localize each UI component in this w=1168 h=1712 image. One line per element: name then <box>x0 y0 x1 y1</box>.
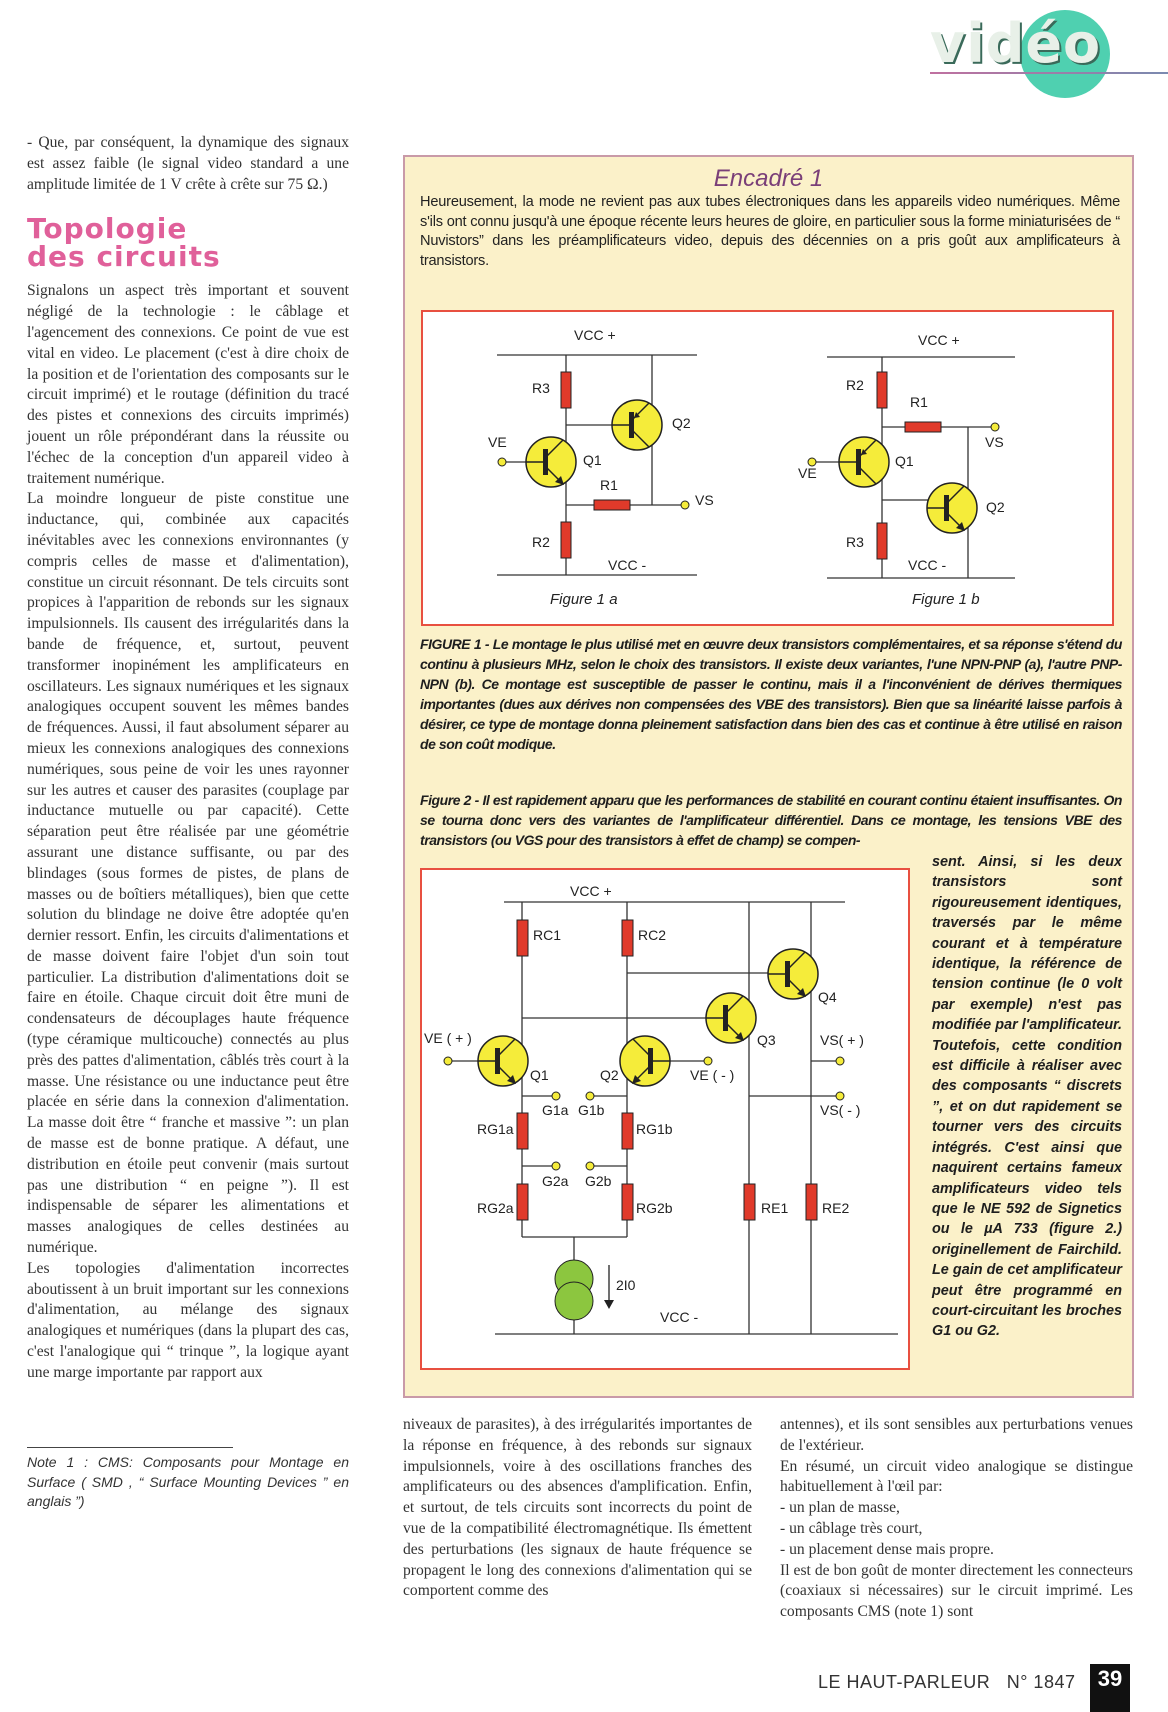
label-q1: Q1 <box>895 453 914 469</box>
heading-line-1: Topologie <box>27 212 188 246</box>
label-g2a: G2a <box>542 1173 569 1189</box>
label-vcc-minus: VCC - <box>908 557 947 573</box>
label-ve-plus: VE ( + ) <box>424 1030 472 1046</box>
resistor-r3 <box>561 372 571 408</box>
label-q3: Q3 <box>757 1032 776 1048</box>
resistor-r1 <box>905 422 941 432</box>
body-paragraph: Signalons un aspect très important et souvent négligé de la technologie : le câblage et l'agencement des connexions. Ce point de vue est vital en video. Le placement (c'est à dire choix de la position et de l'orientation des composants sur le circuit imprimé) et le routage (définition du tracé des pistes et connexions des circuits imprimés) jouent un rôle prépondérant dans la réussite ou l'échec de la conception d'un appareil video à traitement numérique. <box>27 282 349 487</box>
resistor-rg2a <box>517 1184 528 1220</box>
resistor-rg1a <box>517 1113 528 1149</box>
resistor-r3 <box>877 523 887 559</box>
resistor-re2 <box>806 1184 817 1220</box>
page-number: 39 <box>1090 1664 1130 1712</box>
figure-2 <box>424 883 864 1325</box>
transistor-q3 <box>706 993 756 1043</box>
label-ve: VE <box>798 465 817 481</box>
list-item: - un placement dense mais propre. <box>780 1540 994 1558</box>
transistor-q2 <box>620 1036 670 1086</box>
label-q2: Q2 <box>600 1067 619 1083</box>
intro-paragraph: - Que, par conséquent, la dynamique des signaux est assez faible (le signal video standard a une amplitude limitée de 1 V crête à crête sur 75 Ω.) <box>27 134 349 193</box>
list-item: - un câblage très court, <box>780 1519 923 1537</box>
label-g1a: G1a <box>542 1102 569 1118</box>
resistor-rg2b <box>622 1184 633 1220</box>
label-g1b: G1b <box>578 1102 605 1118</box>
heading-line-2: des circuits <box>27 240 221 274</box>
label-ve-minus: VE ( - ) <box>690 1067 735 1083</box>
label-vs-plus: VS( + ) <box>820 1032 864 1048</box>
figure-2-wires <box>448 902 898 1334</box>
label-q2: Q2 <box>986 499 1005 515</box>
body-paragraph: antennes), et ils sont sensibles aux perturbations venues de l'extérieur. <box>780 1416 1133 1454</box>
current-source-icon <box>555 1282 593 1320</box>
list-item: - un plan de masse, <box>780 1499 900 1517</box>
figure-1b <box>798 332 1005 608</box>
label-rg2b: RG2b <box>636 1200 673 1216</box>
transistor-q4 <box>768 949 818 999</box>
label-r2: R2 <box>846 377 864 393</box>
body-paragraph: Les topologies d'alimentation incorrectes aboutissent à un bruit important sur les connexions d'alimentation, au mélange des signaux analogiques et numériques (dans la plupart des cas, c'est l'analogique qui “ trinque ”, la logique ayant une marge importante par rapport aux <box>27 1259 349 1381</box>
footer <box>818 1672 1075 1693</box>
encadre-title: Encadré 1 <box>713 165 824 192</box>
figure-1a-label: Figure 1 a <box>550 591 618 608</box>
label-vcc-minus: VCC - <box>660 1309 699 1325</box>
label-rg2a: RG2a <box>477 1200 514 1216</box>
footnote: Note 1 : CMS: Composants pour Montage en Surface ( SMD , “ Surface Mounting Devices ” en anglais ”) <box>27 1454 349 1509</box>
label-r1: R1 <box>600 477 618 493</box>
body-paragraph: La moindre longueur de piste constitue une inductance, qui, combinée aux capacités inévitables avec les connexions environnantes (y compris celles de masse et d'alimentation), constitue un circuit résonnant. De tels circuits sont propices à l'apparition de rebonds sur les signaux impulsionnels. Ils causent des irrégularités dans la bande de fréquence, et, surtout, peuvent transformer inopinément les amplificateurs en oscillateurs. Les signaux numériques et les signaux analogiques occupent souvent les mêmes bandes de fréquences. Aussi, il faut absolument séparer au mieux les connexions analogiques des connexions numériques, sous peine de voir les unes rayonner sur les autres et causer des parasites (couplage par inductance mutuelle ou par capacité). Cette séparation peut être réalisée par une géométrie assurant une distance suffisante, ou par des blindages (sous formes de pistes, de plans de masses ou de boîtiers métalliques), bien que cette solution du blindage ne doive être adoptée qu'en dernier ressort. Enfin, les circuits d'alimentations et de masse doivent faire l'objet d'un soin tout particulier. La distribution d'alimentations doit se faire en étoile. Chaque circuit doit être muni de condensateurs de découplages haute fréquence (type céramique multicouche) connectés au plus près des pattes d'alimentation, câblés très court à la masse. Une résistance ou une inductance peut être placée en série dans la connexion d'alimentation. La masse doit être “ franche et massive ”: un plan de masse est de bonne pratique. A défaut, une distribution en étoile peut convenir (mais surtout pas une distribution “ en peigne ”). Il est indispensable de séparer les alimentations et masses analogiques de celles destinées au numérique. <box>27 490 349 1257</box>
column-3 <box>780 1415 1133 1623</box>
terminal-vs <box>681 501 689 509</box>
label-g2b: G2b <box>585 1173 612 1189</box>
label-r3: R3 <box>532 380 550 396</box>
transistor-q1 <box>839 437 889 487</box>
label-q1: Q1 <box>530 1067 549 1083</box>
figure-1a <box>488 327 714 608</box>
label-ve: VE <box>488 434 507 450</box>
figure-2-caption-top: Figure 2 - Il est rapidement apparu que les performances de stabilité en courant continu étaient insuffisantes. On se tourna donc vers des variantes de l'amplificateur différentiel. Dans ce montage, les tensions VBE des transistors (ou VGS pour des transistors à effet de champ) se compen- <box>420 792 1122 848</box>
label-vcc-minus: VCC - <box>608 557 647 573</box>
label-rc1: RC1 <box>533 927 562 943</box>
resistor-rc2 <box>622 920 633 956</box>
magazine-name: LE HAUT-PARLEUR <box>818 1672 991 1692</box>
label-vcc-plus: VCC + <box>574 327 616 343</box>
label-vs: VS <box>695 492 714 508</box>
label-vs-minus: VS( - ) <box>820 1102 861 1118</box>
issue-number: N° 1847 <box>1006 1672 1076 1692</box>
transistor-q2 <box>927 483 977 533</box>
body-paragraph: Il est de bon goût de monter directement les connecteurs (coaxiaux si nécessaires) sur le circuit imprimé. Les composants CMS (note 1) sont <box>780 1561 1133 1621</box>
label-re2: RE2 <box>822 1200 850 1216</box>
resistor-r1 <box>594 500 630 510</box>
resistor-r2 <box>561 522 571 558</box>
label-r3: R3 <box>846 534 864 550</box>
transistor-q1 <box>526 437 576 487</box>
transistor-q2 <box>612 400 662 450</box>
resistor-re1 <box>744 1184 755 1220</box>
label-r1: R1 <box>910 394 928 410</box>
encadre-intro: Heureusement, la mode ne revient pas aux tubes électroniques dans les appareils video numériques. Même s'ils ont connu jusqu'à une époque récente leurs heures de gloire, en particulier sous la forme miniaturisées de “ Nuvistors” dans les préamplificateurs video, depuis des décennies on a pris goût aux amplificateurs à transistors. <box>420 194 1120 269</box>
label-vs: VS <box>985 434 1004 450</box>
figure-1b-label: Figure 1 b <box>912 591 980 608</box>
label-rg1b: RG1b <box>636 1121 673 1137</box>
label-rc2: RC2 <box>638 927 667 943</box>
label-vcc-plus: VCC + <box>570 883 612 899</box>
label-q4: Q4 <box>818 989 837 1005</box>
label-re1: RE1 <box>761 1200 789 1216</box>
label-q2: Q2 <box>672 415 691 431</box>
label-r2: R2 <box>532 534 550 550</box>
transistor-q1 <box>478 1036 528 1086</box>
terminal-vs <box>991 423 999 431</box>
label-rg1a: RG1a <box>477 1121 514 1137</box>
column-2: niveaux de parasites), à des irrégularités importantes de la réponse en fréquence, à des rebonds sur signaux impulsionnels, voire à des oscillations franches des amplificateurs ou des absences d'amplification. Enfin, et surtout, de tels circuits sont incorrects du point de vue de la compatibilité électromagnétique. Ils émettent des perturbations (les signaux de haute fréquence se propagent le long des connexions d'alimentation qui se comportent comme des <box>403 1416 752 1600</box>
current-arrow-head <box>604 1300 614 1309</box>
label-current: 2I0 <box>616 1277 636 1293</box>
resistor-r2 <box>877 372 887 408</box>
body-paragraph: En résumé, un circuit video analogique se distingue habituellement à l'œil par: <box>780 1457 1133 1496</box>
resistor-rg1b <box>622 1113 633 1149</box>
resistor-rc1 <box>517 920 528 956</box>
terminal-ve <box>498 458 506 466</box>
label-q1: Q1 <box>583 452 602 468</box>
figure-1-caption: FIGURE 1 - Le montage le plus utilisé met en œuvre deux transistors complémentaires, et sa réponse s'étend du continu à plusieurs MHz, selon le choix des transistors. Il existe deux variantes, l'une NPN-PNP (a), l'autre PNP-NPN (b). Ce montage est susceptible de passer le continu, mais il a l'inconvénient de dérives thermiques importantes (dues aux dérives non compensées des VBE des transistors). Bien que sa linéarité laisse parfois à désirer, ce type de montage donna pleinement satisfaction dans bien des cas et continue à être utilisé en raison de son coût modique. <box>420 636 1122 752</box>
label-vcc-plus: VCC + <box>918 332 960 348</box>
logo-text: vidéo <box>930 12 1102 75</box>
figure-2-caption-side: sent. Ainsi, si les deux transistors sont rigoureusement identiques, traversés par le même courant et à température identique, la référence de tension continue (le 0 volt par exemple) n'est pas modifiée par l'amplificateur. Toutefois, cette condition est difficile à réaliser avec des composants “ discrets ”, et on dut rapidement se tourner vers des circuits intégrés. C'est ainsi que naquirent certains fameux amplificateurs video tels que le NE 592 de Signetics ou le µA 733 (figure 2.) originellement de Fairchild. Le gain de cet amplificateur peut être programmé en court-circuitant les broches G1 ou G2. <box>932 854 1122 1340</box>
